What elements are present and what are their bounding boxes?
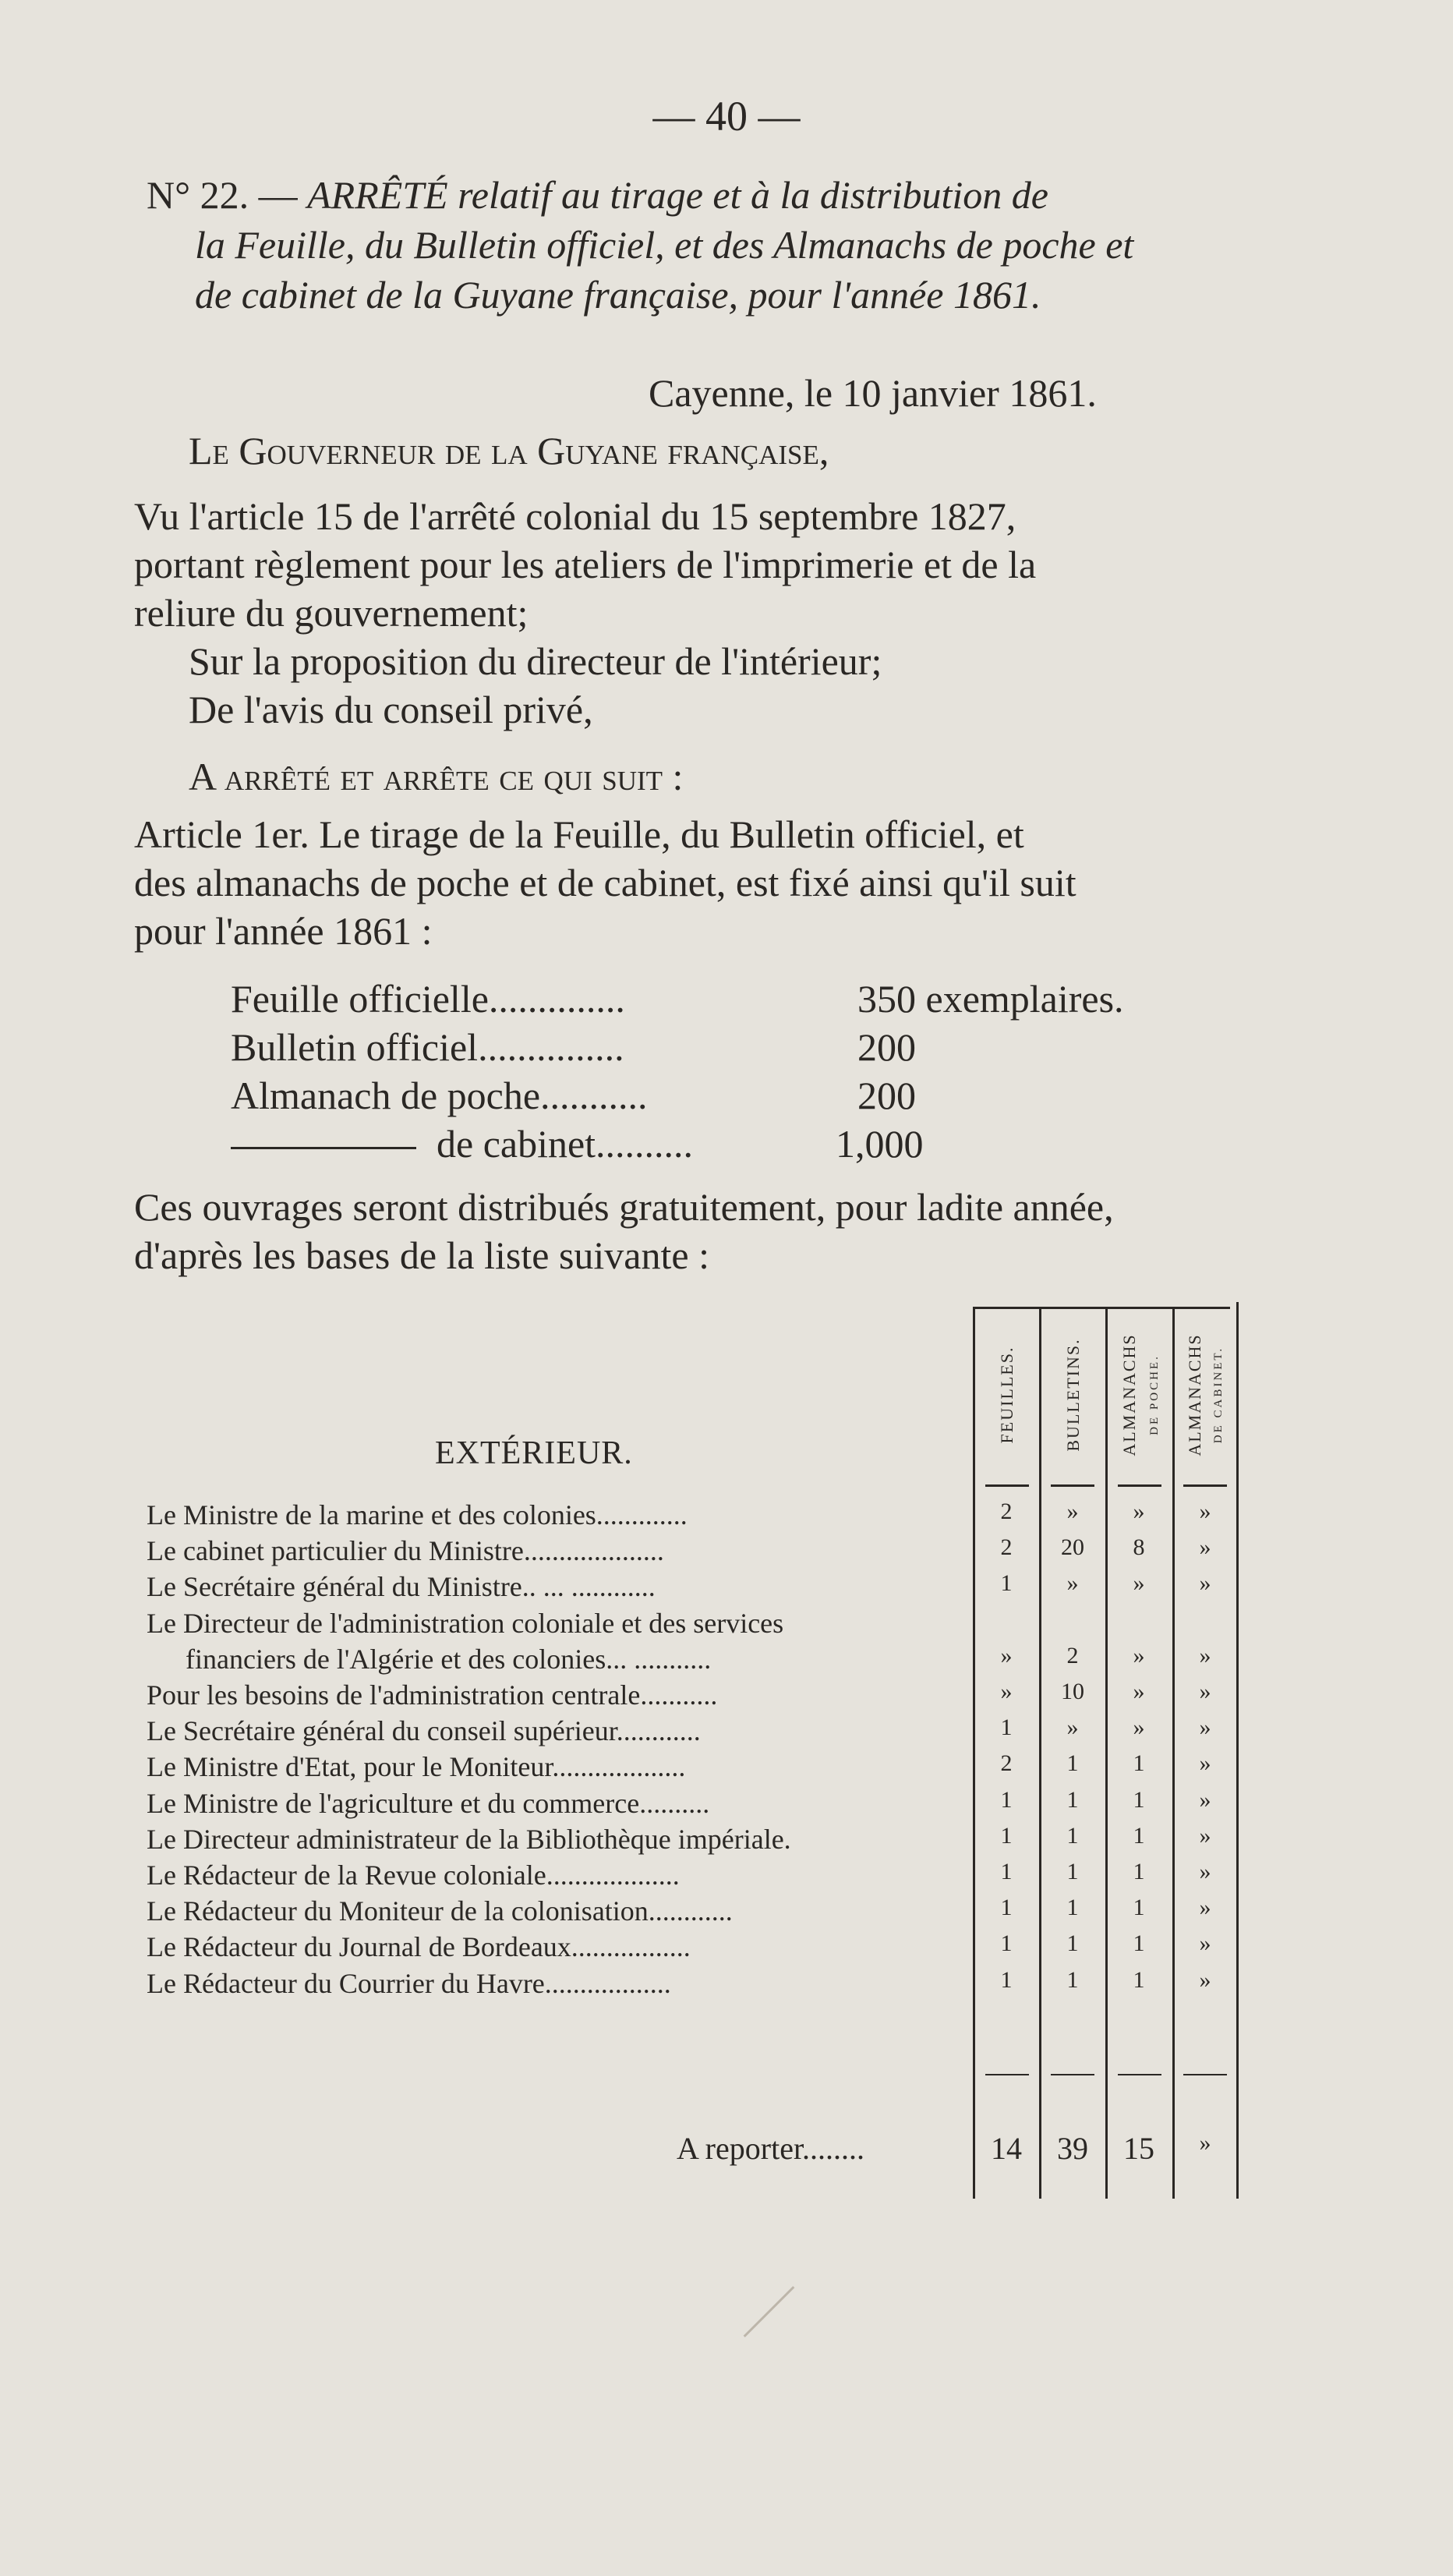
- column-header-label: ALMANACHS: [1185, 1333, 1204, 1456]
- row-cell: 1: [1066, 1859, 1079, 1884]
- tirage-value: 1,000: [836, 1122, 924, 1166]
- row-cell: 1: [1133, 1859, 1145, 1884]
- header-underline: [1183, 1484, 1227, 1487]
- row-label: Le Ministre d'Etat, pour le Moniteur...................: [147, 1751, 686, 1783]
- row-cell: 1: [1066, 1930, 1079, 1957]
- article-1-line-1: Article 1er. Le tirage de la Feuille, du Bulletin officiel, et: [134, 812, 1024, 856]
- total-cell: 14: [991, 2131, 1022, 2166]
- total-rule: [1118, 2074, 1161, 2075]
- row-cell: »: [1000, 1679, 1013, 1704]
- row-cell: »: [1199, 1534, 1211, 1561]
- row-cell: »: [1133, 1679, 1145, 1704]
- row-cell: 1: [1066, 1966, 1079, 1993]
- vu-line-2: portant règlement pour les ateliers de l'imprimerie et de la: [134, 543, 1037, 586]
- tirage-label: Bulletin officiel...............: [231, 1025, 624, 1069]
- article-1-line-3: pour l'année 1861 :: [134, 909, 433, 953]
- row-cell: 8: [1133, 1534, 1145, 1561]
- row-cell: »: [1199, 1750, 1211, 1777]
- row-cell: 1: [1066, 1786, 1079, 1813]
- row-label: Le Directeur de l'administration coloniale et des services: [147, 1607, 784, 1639]
- vu-line-3: reliure du gouvernement;: [134, 591, 529, 635]
- row-label: Le Secrétaire général du conseil supérieur............: [147, 1715, 701, 1747]
- row-cell: »: [1199, 1786, 1211, 1813]
- de-line: De l'avis du conseil privé,: [189, 688, 593, 731]
- table-row: [147, 1823, 1238, 1859]
- header-underline: [985, 1484, 1029, 1487]
- row-cell: 1: [1133, 1786, 1145, 1813]
- row-cell: »: [1199, 1714, 1211, 1741]
- ditto-dash: [231, 1147, 416, 1149]
- row-cell: 2: [1000, 1499, 1013, 1524]
- table-row: [147, 1895, 1238, 1930]
- row-cell: 2: [1066, 1642, 1079, 1668]
- decree-title-line-2: la Feuille, du Bulletin officiel, et des Almanachs de poche et: [195, 223, 1134, 267]
- paper-mark: [744, 2286, 795, 2337]
- row-cell: 1: [1000, 1822, 1013, 1849]
- total-cell: 39: [1057, 2131, 1088, 2166]
- row-cell: »: [1133, 1714, 1145, 1741]
- row-cell: »: [1133, 1499, 1145, 1524]
- row-cell: 1: [1000, 1930, 1013, 1957]
- column-header-label: ALMANACHS: [1119, 1333, 1139, 1456]
- row-cell: 20: [1061, 1534, 1084, 1561]
- table-row: [147, 1679, 1238, 1714]
- total-rule: [985, 2074, 1029, 2075]
- table-row: [147, 1534, 1238, 1570]
- row-label: Le Rédacteur de la Revue coloniale...................: [147, 1859, 680, 1891]
- row-cell: »: [1199, 1966, 1211, 1993]
- column-header-sublabel: DE POCHE.: [1148, 1354, 1161, 1435]
- table-row: [147, 1714, 1238, 1750]
- decree-title-line-1: ARRÊTÉ relatif au tirage et à la distribution de: [307, 173, 1048, 217]
- governor-line: Le Gouverneur de la Guyane française,: [189, 429, 829, 472]
- article-1-line-2: des almanachs de poche et de cabinet, est fixé ainsi qu'il suit: [134, 861, 1076, 904]
- row-cell: »: [1199, 1679, 1211, 1704]
- row-label: Le Ministre de la marine et des colonies.............: [147, 1499, 688, 1530]
- row-cell: 2: [1000, 1534, 1013, 1561]
- header-underline: [1051, 1484, 1094, 1487]
- row-cell: »: [1066, 1570, 1079, 1597]
- distribution-table: [147, 1294, 1238, 2199]
- column-header-label: BULLETINS.: [1063, 1338, 1083, 1452]
- column-header-feuilles: [977, 1321, 1038, 1469]
- tirage-label: de cabinet..........: [437, 1122, 694, 1166]
- row-label: Le Rédacteur du Courrier du Havre..................: [147, 1967, 671, 1999]
- decree-title: [147, 170, 1253, 320]
- row-cell: »: [1199, 1570, 1211, 1597]
- row-cell: 10: [1061, 1679, 1084, 1704]
- row-cell: 1: [1066, 1895, 1079, 1921]
- row-cell: »: [1133, 1642, 1145, 1668]
- table-row: [147, 1859, 1238, 1895]
- dateline: Cayenne, le 10 janvier 1861.: [649, 371, 1097, 415]
- row-cell: »: [1133, 1570, 1145, 1597]
- distribution-intro-line-1: Ces ouvrages seront distribués gratuitement, pour ladite année,: [134, 1185, 1114, 1229]
- row-cell: »: [1199, 1859, 1211, 1884]
- row-cell: 1: [1133, 1966, 1145, 1993]
- row-cell: »: [1199, 1895, 1211, 1921]
- row-cell: 1: [1133, 1895, 1145, 1921]
- row-cell: 1: [1000, 1714, 1013, 1741]
- row-label: Le Rédacteur du Moniteur de la colonisation............: [147, 1895, 733, 1927]
- tirage-label: Feuille officielle..............: [231, 977, 625, 1021]
- row-label: Le Secrétaire général du Ministre.. ... ............: [147, 1571, 656, 1603]
- row-cell: 1: [1000, 1786, 1013, 1813]
- tirage-label: Almanach de poche...........: [231, 1074, 648, 1117]
- tirage-value: 200: [857, 1074, 916, 1117]
- row-cell: 1: [1133, 1930, 1145, 1957]
- tirage-value: 350 exemplaires.: [857, 977, 1124, 1021]
- total-row: [147, 2130, 1238, 2166]
- row-cell: »: [1199, 1822, 1211, 1849]
- decree-title-line-3: de cabinet de la Guyane française, pour l'année 1861.: [195, 273, 1041, 317]
- header-underline: [1118, 1484, 1161, 1487]
- tirage-value: 200: [857, 1025, 916, 1069]
- row-cell: 1: [1000, 1966, 1013, 1993]
- row-cell: »: [1199, 1499, 1211, 1524]
- row-label: Le Ministre de l'agriculture et du commerce..........: [147, 1787, 710, 1819]
- row-cell: 1: [1000, 1859, 1013, 1884]
- table-row: [147, 1607, 1238, 1643]
- table-row: [147, 1967, 1238, 2003]
- row-cell: »: [1066, 1714, 1079, 1741]
- distribution-intro-line-2: d'après les bases de la liste suivante :: [134, 1233, 709, 1277]
- table-row: [147, 1930, 1238, 1966]
- row-label: Le cabinet particulier du Ministre....................: [147, 1535, 664, 1567]
- column-header-bulletins: [1043, 1321, 1104, 1469]
- row-label: financiers de l'Algérie et des colonies... ...........: [186, 1643, 712, 1675]
- table-row: [147, 1499, 1238, 1534]
- table-row: [147, 1643, 1238, 1679]
- sur-line: Sur la proposition du directeur de l'intérieur;: [189, 639, 882, 683]
- row-cell: »: [1199, 1930, 1211, 1957]
- total-cell: »: [1199, 2130, 1211, 2156]
- row-cell: 1: [1066, 1822, 1079, 1849]
- row-label: Le Rédacteur du Journal de Bordeaux.................: [147, 1931, 691, 1963]
- table-top-rule: [973, 1307, 1230, 1309]
- column-header-label: FEUILLES.: [997, 1346, 1016, 1444]
- table-row: [147, 1787, 1238, 1823]
- table-row: [147, 1570, 1238, 1606]
- total-label: A reporter........: [677, 2131, 865, 2166]
- decree-number: N° 22. —: [147, 173, 308, 217]
- row-cell: 2: [1000, 1750, 1013, 1777]
- page-number: — 40 —: [652, 93, 801, 140]
- row-cell: 1: [1066, 1750, 1079, 1777]
- row-cell: 1: [1000, 1895, 1013, 1921]
- vu-line-1: Vu l'article 15 de l'arrêté colonial du 15 septembre 1827,: [134, 494, 1016, 538]
- tirage-label-ditto: [231, 1120, 693, 1168]
- row-cell: »: [1066, 1499, 1079, 1524]
- column-header-sublabel: DE CABINET.: [1212, 1346, 1225, 1444]
- total-rule: [1051, 2074, 1094, 2075]
- row-cell: 1: [1000, 1570, 1013, 1597]
- total-rule: [1183, 2074, 1227, 2075]
- row-cell: »: [1199, 1642, 1211, 1668]
- arrete-line: A arrêté et arrête ce qui suit :: [189, 755, 684, 798]
- column-header-almanachs-cabinet-sub: [1185, 1321, 1249, 1469]
- row-cell: 1: [1133, 1822, 1145, 1849]
- total-cell: 15: [1123, 2131, 1154, 2166]
- row-cell: 1: [1133, 1750, 1145, 1777]
- row-cell: »: [1000, 1642, 1013, 1668]
- section-heading: EXTÉRIEUR.: [435, 1435, 633, 1471]
- row-label: Le Directeur administrateur de la Bibliothèque impériale.: [147, 1823, 791, 1855]
- row-label: Pour les besoins de l'administration centrale...........: [147, 1679, 718, 1711]
- table-row: [147, 1750, 1238, 1786]
